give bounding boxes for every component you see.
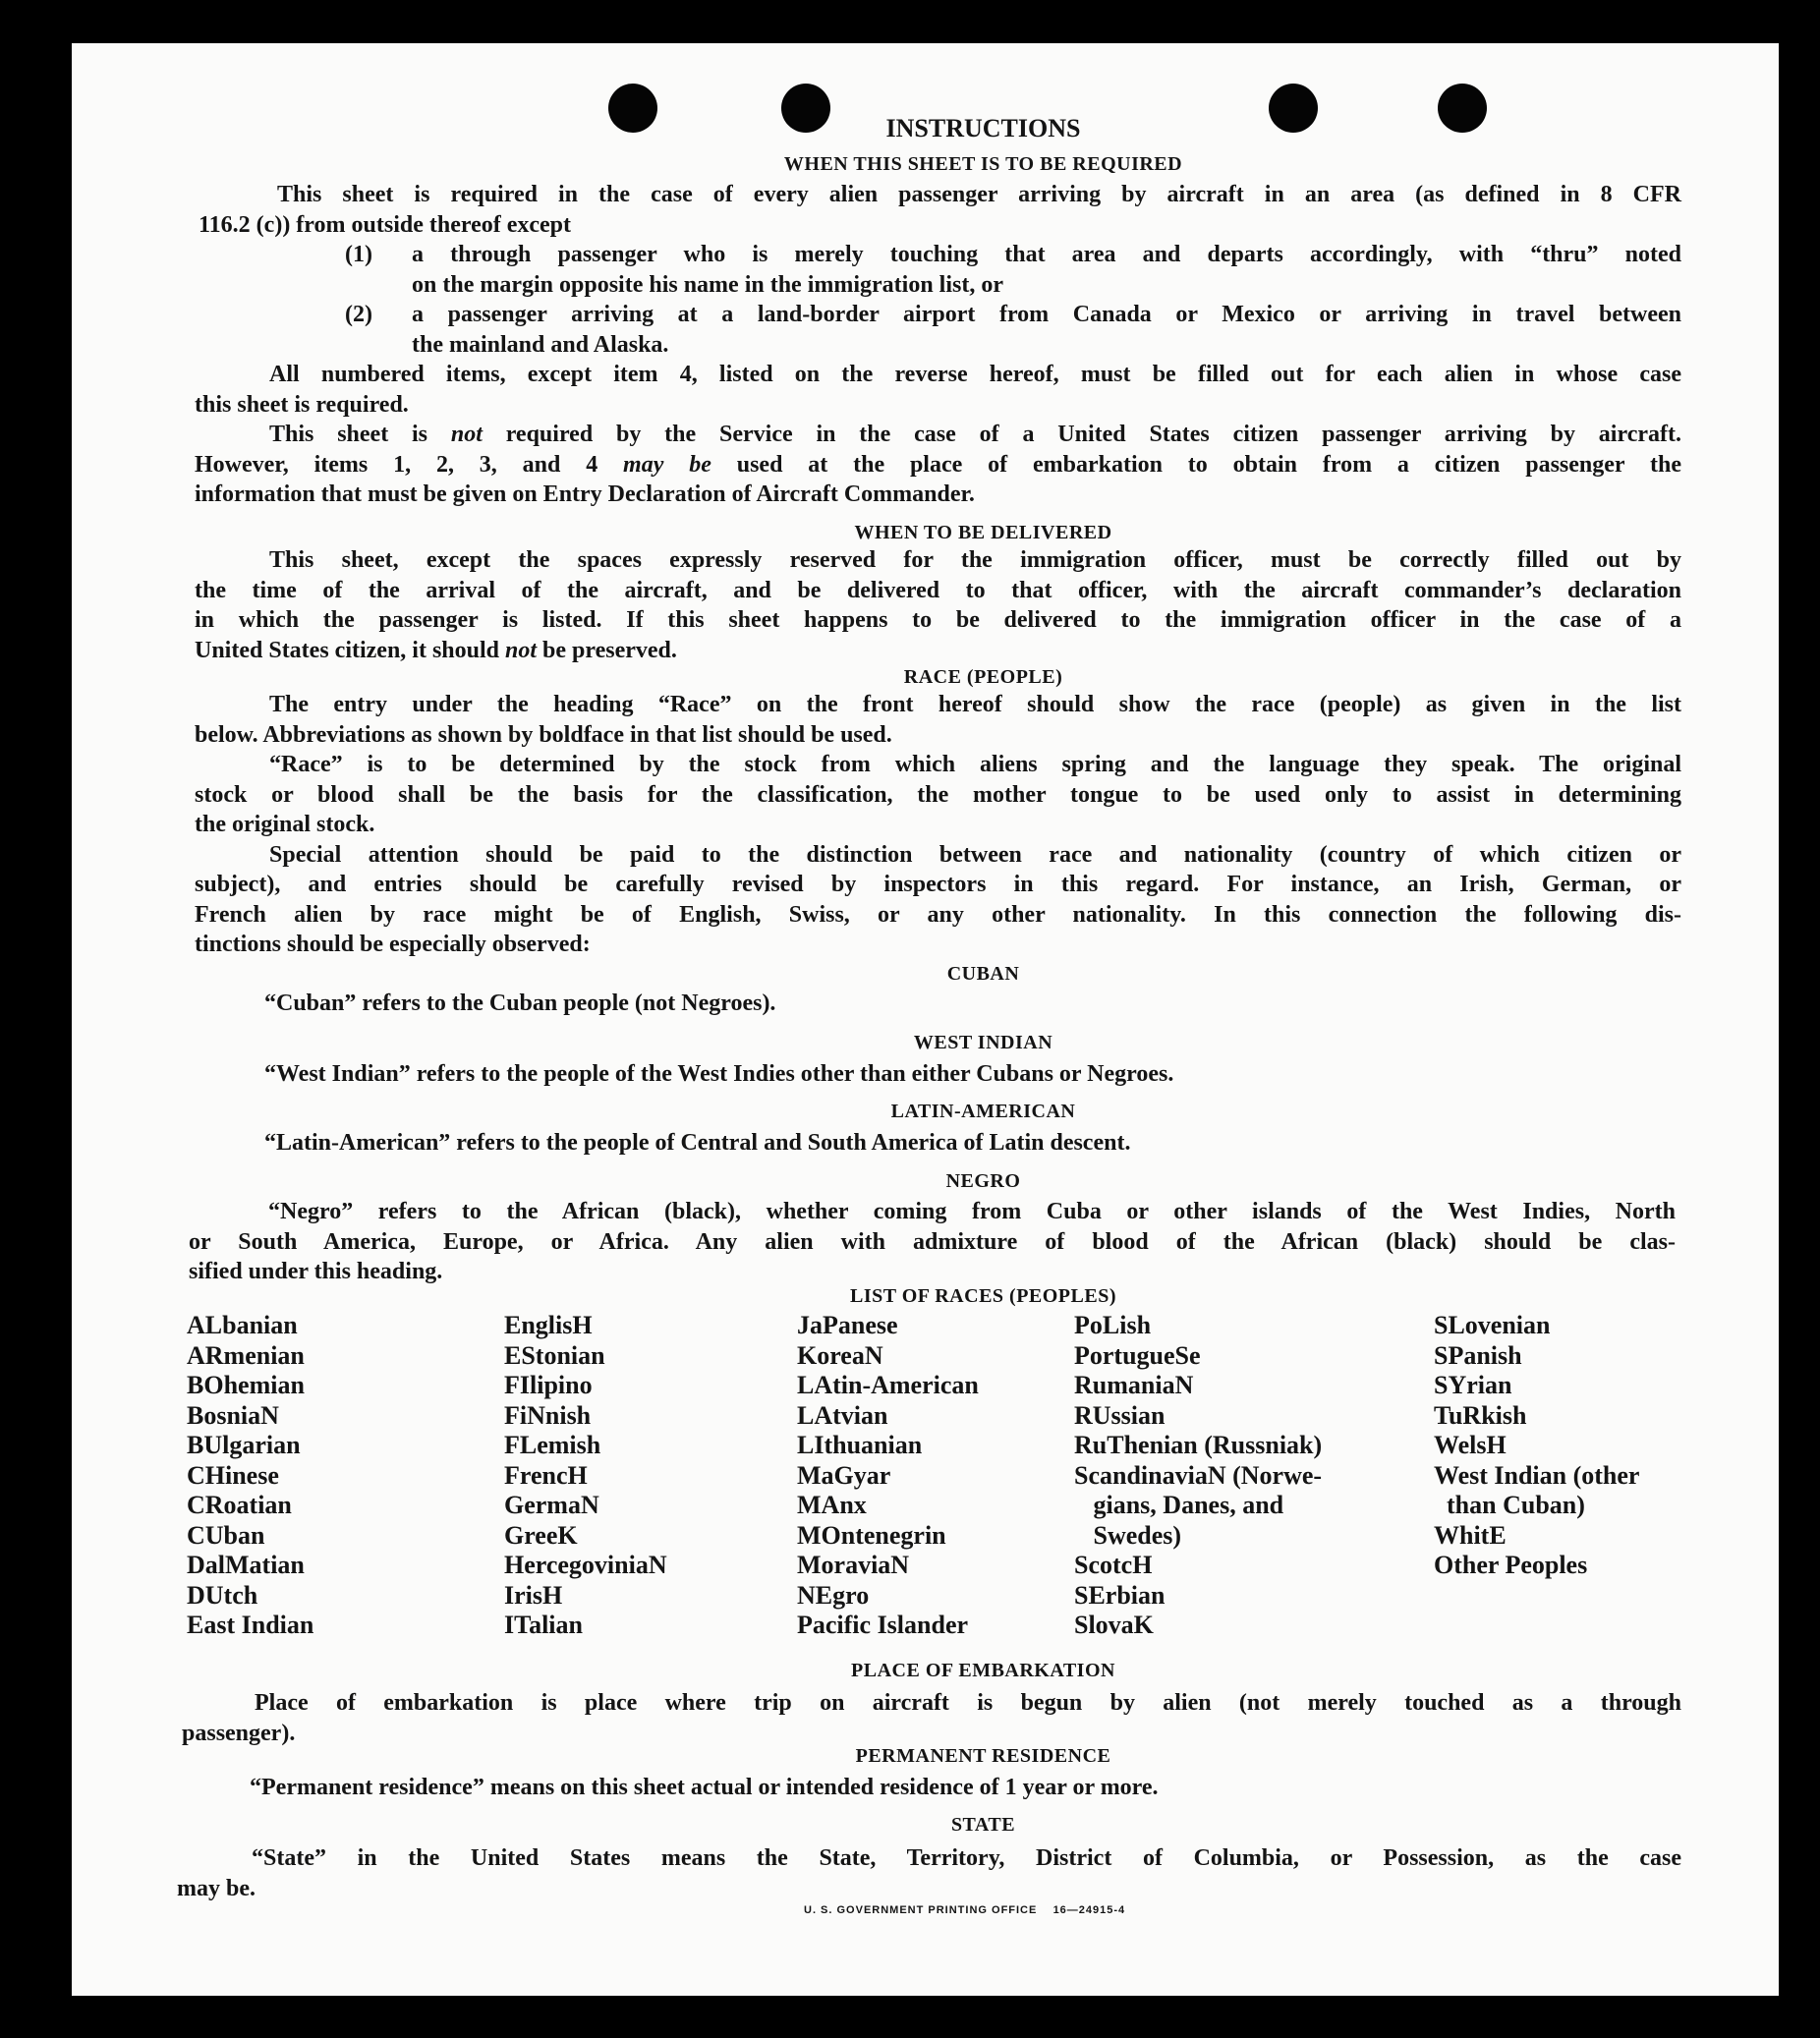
race-entry: CUban [187,1520,265,1550]
race-entry: SlovaK [1074,1611,1154,1639]
text-line: 116.2 (c)) from outside thereof except [199,211,572,238]
race-entry: Pacific Islander [797,1611,969,1639]
race-column [504,1311,667,1641]
heading-permanent-residence: PERMANENT RESIDENCE [855,1745,1111,1767]
heading-negro: NEGRO [945,1170,1021,1192]
heading-cuban: CUBAN [946,963,1020,985]
definition-cuban: “Cuban” refers to the Cuban people (not Negroes). [264,991,776,1016]
text-line: information that must be given on Entry Declaration of Aircraft Commander. [195,481,975,507]
text-segment: below. Abbreviations as shown by [195,721,540,748]
text-line: “Race” is to be determined by the stock from which aliens spring and the language they speak. The original [269,752,1681,777]
text-line: subject), and entries should be carefully revised by inspectors in this regard. For instance, an Irish, German, or [195,872,1681,897]
race-entry: MOntenegrin [797,1520,946,1550]
race-entry: ScandinaviaN (Norwe- [1074,1460,1323,1490]
race-entry: GreeK [504,1520,578,1550]
item-number: (2) [345,302,372,327]
text-line: passenger). [182,1720,296,1746]
text-segment: in that list should be used. [624,721,892,748]
race-column [1434,1311,1639,1581]
text-line: The entry under the heading “Race” on the front hereof should show the race (people) as given in the list [269,692,1681,717]
race-entry: IrisH [504,1580,563,1610]
race-entry: WhitE [1434,1520,1507,1550]
race-entry: SErbian [1074,1580,1166,1610]
race-entry: PortugueSe [1074,1340,1201,1370]
heading-west-indian: WEST INDIAN [913,1032,1053,1053]
race-entry: ARmenian [187,1340,305,1370]
race-entry: JaPanese [797,1311,898,1339]
race-entry: RUssian [1074,1400,1166,1430]
text-line: the original stock. [195,812,375,837]
text-line [195,636,1681,666]
text-line: sified under this heading. [189,1259,443,1284]
text-line: or South America, Europe, or Africa. Any alien with admixture of blood of the African (black) should be clas- [189,1228,1676,1255]
race-entry: GermaN [504,1491,599,1519]
race-entry: CHinese [187,1460,279,1490]
race-entry: HercegoviniaN [504,1551,667,1579]
race-entry: RumaniaN [1074,1371,1194,1399]
text-segment: United States citizen, it should [195,637,506,663]
text-line: “Negro” refers to the African (black), whether coming from Cuba or other islands of the West Indies, North [268,1199,1676,1224]
race-entry: CRoatian [187,1491,292,1519]
text-segment: be preserved. [537,637,677,663]
text-line [195,420,1681,450]
race-entry: Swedes) [1074,1520,1182,1550]
race-entry: SPanish [1434,1340,1522,1370]
text-line: Place of embarkation is place where trip on aircraft is begun by alien (not merely touched as a through [255,1690,1681,1716]
race-entry: MAnx [797,1491,867,1519]
item-number: (1) [345,242,372,267]
race-entry: EStonian [504,1340,605,1370]
exception-item-1 [195,240,1681,300]
race-entry: East Indian [187,1611,314,1639]
text-line: stock or blood shall be the basis for the classification, the mother tongue to be used only to assist in determining [195,781,1681,808]
race-column [187,1311,313,1641]
race-entry: FrencH [504,1460,588,1490]
race-entry: BUlgarian [187,1431,301,1459]
race-entry: SLovenian [1434,1311,1551,1339]
text-segment: used at the place of embarkation to obtain from a citizen passenger the [711,451,1681,478]
race-column [1074,1311,1322,1641]
race-column [797,1311,979,1641]
race-entry: NEgro [797,1580,870,1610]
heading-latin-american: LATIN-AMERICAN [890,1101,1076,1122]
text-line: in which the passenger is listed. If this sheet happens to be delivered to the immigration officer in the case of a [195,607,1681,633]
text-line: This sheet is required in the case of every alien passenger arriving by aircraft in an area (as defined in 8 CFR [277,182,1681,207]
printer-imprint: U. S. GOVERNMENT PRINTING OFFICE 16—24915-4 [804,1904,1126,1916]
text-line: This sheet, except the spaces expressly reserved for the immigration officer, must be correctly filled out by [269,547,1681,573]
text-line [195,720,1681,751]
race-entry: Other Peoples [1434,1551,1588,1579]
race-entry: SYrian [1434,1371,1512,1399]
race-entry: LAtin-American [797,1371,979,1399]
paragraph-required [195,180,1681,510]
race-entry: DUtch [187,1580,258,1610]
text-line: the mainland and Alaska. [412,331,669,358]
race-entry: ITalian [504,1611,583,1639]
race-entry: ScotcH [1074,1551,1153,1579]
text-line: may be. [177,1875,256,1901]
race-entry: FIlipino [504,1371,593,1399]
heading-list-of-races: LIST OF RACES (PEOPLES) [849,1285,1116,1307]
boldface-text: boldface [539,721,624,748]
italic-text: may be [623,451,711,478]
definition-embarkation [182,1688,1681,1748]
heading-when-required: WHEN THIS SHEET IS TO BE REQUIRED [783,153,1183,175]
race-entry: DalMatian [187,1551,305,1579]
italic-text: not [505,637,538,663]
race-entry: than Cuban) [1434,1491,1585,1519]
heading-state: STATE [950,1814,1016,1836]
text-line: on the margin opposite his name in the immigration list, or [412,271,1004,298]
race-entry: BosniaN [187,1400,279,1430]
text-line: this sheet is required. [195,391,409,418]
race-entry: LAtvian [797,1400,888,1430]
race-entry: FLemish [504,1431,601,1459]
text-line: Special attention should be paid to the distinction between race and nationality (country of which citizen or [269,841,1681,868]
race-entry: RuThenian (Russniak) [1074,1431,1323,1459]
heading-race: RACE (PEOPLE) [903,666,1063,688]
definition-state [177,1843,1681,1903]
heading-place-of-embarkation: PLACE OF EMBARKATION [851,1660,1115,1681]
text-line: a passenger arriving at a land-border airport from Canada or Mexico or arriving in travel between [412,302,1681,327]
definition-west-indian: “West Indian” refers to the people of the West Indies other than either Cubans or Negroes. [264,1061,1174,1087]
race-entry: BOhemian [187,1371,305,1399]
race-entry: ALbanian [187,1311,298,1339]
definition-latin-american: “Latin-American” refers to the people of Central and South America of Latin descent. [264,1130,1131,1156]
text-line: “State” in the United States means the State, Territory, District of Columbia, or Possession, as the case [252,1845,1681,1871]
race-entry: TuRkish [1434,1400,1527,1430]
race-entry: MaGyar [797,1460,891,1490]
italic-text: not [450,422,483,447]
text-line: a through passenger who is merely touching that area and departs accordingly, with “thru” noted [412,242,1681,267]
text-line [195,450,1681,481]
race-entry: FiNnish [504,1400,592,1430]
paragraph-race [195,690,1681,960]
race-entry: PoLish [1074,1311,1152,1339]
race-entry: MoraviaN [797,1551,910,1579]
text-segment: This sheet is [269,422,451,447]
text-segment: However, items 1, 2, 3, and 4 [195,451,624,478]
text-line: All numbered items, except item 4, listed on the reverse hereof, must be filled out for each alien in whose case [269,362,1681,387]
text-segment: required by the Service in the case of a United States citizen passenger arriving by aircraft. [482,422,1681,447]
race-entry: WelsH [1434,1431,1507,1459]
page-title: INSTRUCTIONS [885,114,1081,142]
race-entry: KoreaN [797,1340,883,1370]
text-line: the time of the arrival of the aircraft, and be delivered to that officer, with the aircraft commander’s declaration [195,577,1681,603]
race-entry: West Indian (other [1434,1460,1640,1490]
paragraph-delivered [195,545,1681,665]
race-entry: gians, Danes, and [1074,1491,1284,1519]
text-line: tinctions should be especially observed: [195,932,591,957]
text-line: French alien by race might be of English, Swiss, or any other nationality. In this connection the following dis- [195,901,1681,928]
exception-item-2 [195,300,1681,360]
race-entry: LIthuanian [797,1431,923,1459]
definition-residence: “Permanent residence” means on this sheet actual or intended residence of 1 year or more. [250,1775,1159,1800]
definition-negro [189,1197,1676,1287]
race-entry: EnglisH [504,1311,593,1339]
heading-when-delivered: WHEN TO BE DELIVERED [854,522,1112,543]
